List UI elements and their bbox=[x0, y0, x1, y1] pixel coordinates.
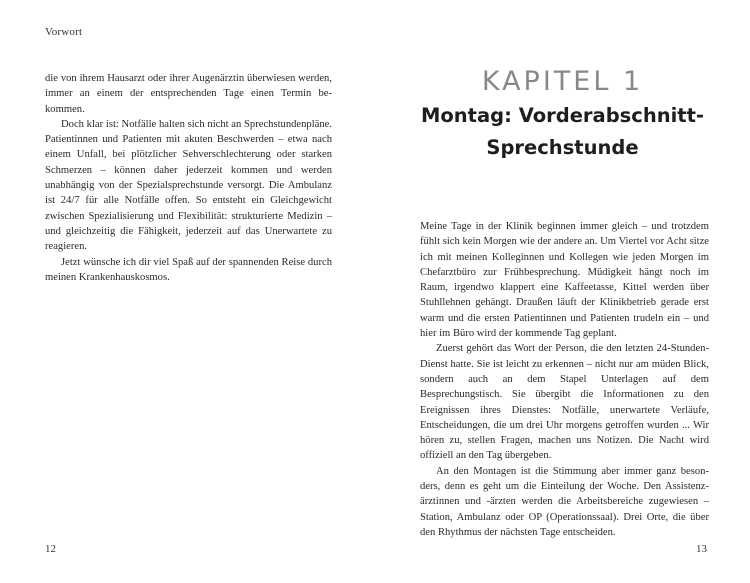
right-page-body bbox=[420, 219, 709, 540]
paragraph: Zuerst gehört das Wort der Person, die den letzten 24-Stunden-Dienst hatte. Sie ist leicht zu erkennen – nicht nur am müden Blick, sondern auch an dem Stapel Unterlagen auf dem Besprechungstisch. Sie übergibt die Informationen zu den Ereignissen ihres Dienstes: Notfälle, unerwartete Verläufe, Entscheidungen, die um drei Uhr morgens getroffen wurden ... Wir hören zu, stellen Fragen, machen uns Notizen. Die Nacht wird offiziell an den Tag übergeben. bbox=[420, 343, 709, 462]
paragraph: Doch klar ist: Notfälle halten sich nicht an Sprechstundenpläne. Patientinnen und Patienten mit akuten Beschwerden – etwa nach einem Unfall, bei plötzlicher Sehverschlechterung oder starken Schmerzen – können daher jederzeit kommen und werden unabhängig von der Spezialsprechstunde versorgt. Die Ambulanz ist 24/7 für alle Notfälle offen. So entsteht ein Gleichgewicht zwischen Spezialisierung und Flexibilität: strukturierte Medizin – und gleichzeitig die Fähigkeit, jederzeit auf das Unerwartete zu reagieren. bbox=[45, 118, 332, 253]
chapter-label: KAPITEL 1 bbox=[481, 66, 644, 97]
page-number-left: 12 bbox=[45, 543, 56, 555]
page-number-right: 13 bbox=[696, 543, 707, 555]
paragraph: An den Montagen ist die Stimmung aber immer ganz besonders, denn es geht um die Einteilung der Woche. Den Assistenzärztinnen und -ärzten werden die Arbeitsbereiche zugewiesen – Station, Ambulanz oder OP (Operationssaal). Drei Orte, die über den Rhythmus der nächsten Tage entscheiden. bbox=[420, 465, 709, 538]
paragraph: Jetzt wünsche ich dir viel Spaß auf der spannenden Reise durch meinen Krankenhauskosmos. bbox=[45, 256, 332, 283]
paragraph: Meine Tage in der Klinik beginnen immer gleich – und trotzdem fühlt sich kein Morgen wie der andere an. Um Viertel vor Acht sitze ich mit meinen Kolleginnen und Kollegen wie jeden Morgen im Chefarztbüro zur Frühbesprechung. Müdigkeit hängt noch im Raum, irgendwo klappert eine Kaffeetasse, Kittel werden über Stuhllehnen gehängt. Draußen läuft der Klinikbetrieb gerade erst warm und die ersten Patientinnen und Patienten trudeln ein – und hier im Büro wird der kommende Tag geplant. bbox=[420, 221, 709, 340]
running-head: Vorwort bbox=[45, 26, 83, 38]
paragraph: die von ihrem Hausarzt oder ihrer Augenärztin überwiesen werden, immer an einem der entsprechenden Tage einen Termin bekommen. bbox=[45, 73, 332, 115]
left-page-body bbox=[45, 71, 332, 285]
chapter-title: Montag: Vorderabschnitt-Sprechstunde bbox=[420, 104, 705, 159]
right-page bbox=[375, 0, 750, 583]
